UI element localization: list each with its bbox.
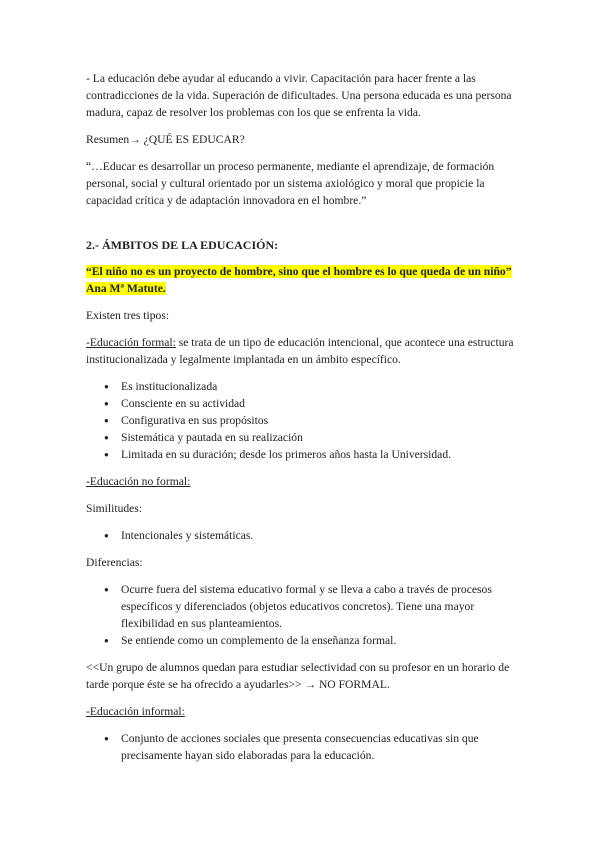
list-item <box>86 378 516 395</box>
similitudes-label: Similitudes: <box>86 502 143 515</box>
bullet-icon: ● <box>104 531 109 540</box>
bullet-icon: ● <box>104 416 109 425</box>
bullet-icon: ● <box>104 734 109 743</box>
list-item <box>86 527 516 544</box>
formal-text: se trata de un tipo de educación intencional, que acontece una estructura institucionalizada y legalmente implantada en un ámbito específico. <box>86 336 514 366</box>
list-item-text: Intencionales y sistemáticas. <box>121 529 254 542</box>
informal-label: -Educación informal: <box>86 705 185 718</box>
list-item <box>86 446 516 463</box>
bullet-icon: ● <box>104 433 109 442</box>
existen-line: Existen tres tipos: <box>86 309 170 322</box>
list-item-text: Se entiende como un complemento de la enseñanza formal. <box>121 634 397 647</box>
no-formal-example: <<Un grupo de alumnos quedan para estudiar selectividad con su profesor en un horario de tarde porque éste se ha ofrecido a ayudarles>> → NO FORMAL. <box>86 661 510 691</box>
list-item <box>86 395 516 412</box>
educar-definition-quote: “…Educar es desarrollar un proceso permanente, mediante el aprendizaje, de formación personal, social y cultural orientado por un sistema axiológico y moral que propicie la capacidad crítica y de adaptación innovadora en el hombre.” <box>86 160 495 207</box>
resumen-line: Resumen→ ¿QUÉ ES EDUCAR? <box>86 133 245 146</box>
document-page <box>86 70 516 774</box>
bullet-icon: ● <box>104 450 109 459</box>
section-title: 2.- ÁMBITOS DE LA EDUCACIÓN: <box>86 238 279 252</box>
list-item <box>86 412 516 429</box>
bullet-icon: ● <box>104 382 109 391</box>
list-item-text: Ocurre fuera del sistema educativo formal y se lleva a cabo a través de procesos específicos y diferenciados (objetos educativos concretos). Tiene una mayor flexibilidad en sus planteamientos. <box>121 583 492 630</box>
list-item <box>86 581 516 632</box>
diferencias-list <box>86 581 516 649</box>
list-item <box>86 730 516 764</box>
bullet-icon: ● <box>104 636 109 645</box>
list-item-text: Configurativa en sus propósitos <box>121 414 269 427</box>
similitudes-list <box>86 527 516 544</box>
highlighted-quote-text: “El niño no es un proyecto de hombre, sino que el hombre es lo que queda de un niño” <box>86 265 512 278</box>
diferencias-label: Diferencias: <box>86 556 143 569</box>
list-item-text: Sistemática y pautada en su realización <box>121 431 303 444</box>
no-formal-label: -Educación no formal: <box>86 475 191 488</box>
list-item <box>86 429 516 446</box>
list-item <box>86 632 516 649</box>
bullet-icon: ● <box>104 585 109 594</box>
list-item-text: Consciente en su actividad <box>121 397 245 410</box>
list-item-text: Limitada en su duración; desde los primeros años hasta la Universidad. <box>121 448 452 461</box>
highlighted-quote-author: Ana Mª Matute. <box>86 282 166 295</box>
formal-bullet-list <box>86 378 516 463</box>
bullet-icon: ● <box>104 399 109 408</box>
intro-paragraph: - La educación debe ayudar al educando a vivir. Capacitación para hacer frente a las contradicciones de la vida. Superación de dificultades. Una persona educada es una persona madura, capaz de resolver los problemas con los que se enfrenta la vida. <box>86 72 512 119</box>
informal-list <box>86 730 516 764</box>
formal-paragraph <box>86 334 516 368</box>
list-item-text: Es institucionalizada <box>121 380 218 393</box>
highlighted-quote <box>86 263 516 297</box>
formal-label: -Educación formal: <box>86 336 176 349</box>
list-item-text: Conjunto de acciones sociales que presenta consecuencias educativas sin que precisamente hayan sido elaboradas para la educación. <box>121 732 479 762</box>
